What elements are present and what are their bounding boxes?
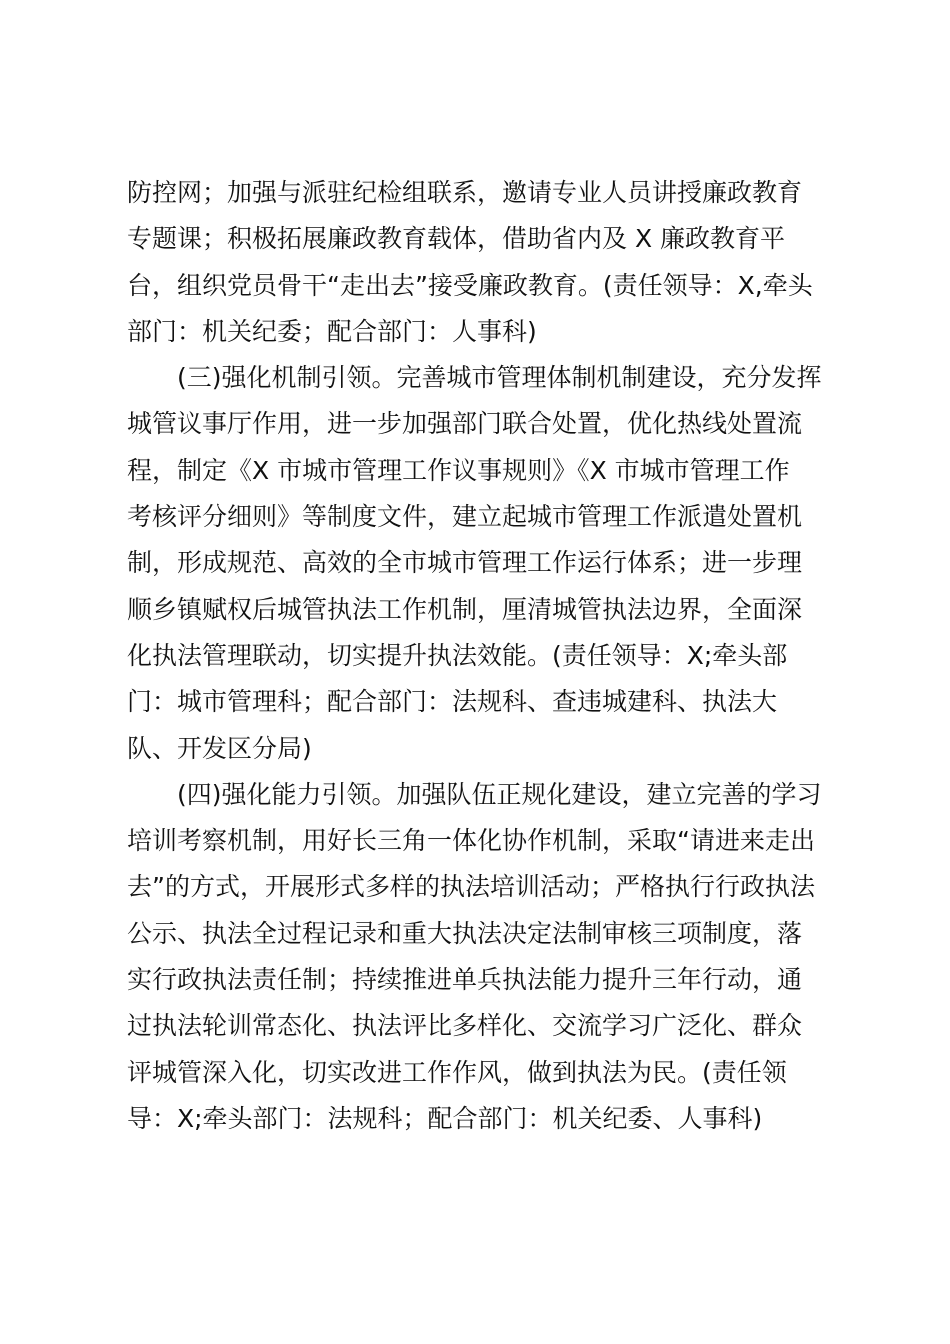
text-line: 导：X;牵头部门：法规科；配合部门：机关纪委、人事科) [127,1103,763,1133]
text-line: 实行政执法责任制；持续推进单兵执法能力提升三年行动，通 [127,965,803,995]
text-line: 城管议事厅作用，进一步加强部门联合处置，优化热线处置流 [127,409,803,439]
text-line: 考核评分细则》等制度文件，建立起城市管理工作派遣处置机 [127,502,803,532]
section-four-heading-line: (四)强化能力引领。加强队伍正规化建设，建立完善的学习 [177,779,822,809]
text-line: 评城管深入化，切实改进工作作风，做到执法为民。(责任领 [127,1057,787,1087]
text-line: 去”的方式，开展形式多样的执法培训活动；严格执行行政执法 [127,872,815,902]
text-line: 队、开发区分局) [127,733,312,763]
text-line: 门：城市管理科；配合部门：法规科、查违城建科、执法大 [127,687,778,717]
text-line: 顺乡镇赋权后城管执法工作机制，厘清城管执法边界，全面深 [127,594,803,624]
text-line: 过执法轮训常态化、执法评比多样化、交流学习广泛化、群众 [127,1011,803,1041]
document-body [127,170,837,1142]
text-line: 防控网；加强与派驻纪检组联系，邀请专业人员讲授廉政教育 [127,178,803,207]
text-line: 培训考察机制，用好长三角一体化协作机制，采取“请进来走出 [127,826,815,856]
text-line: 台，组织党员骨干“走出去”接受廉政教育。(责任领导：X,牵头 [127,270,813,300]
text-line: 公示、执法全过程记录和重大执法决定法制审核三项制度，落 [127,918,803,948]
section-three-heading-line: (三)强化机制引领。完善城市管理体制机制建设，充分发挥 [177,363,822,393]
text-line: 化执法管理联动，切实提升执法效能。(责任领导：X;牵头部 [127,640,788,670]
text-line: 专题课；积极拓展廉政教育载体，借助省内及 X 廉政教育平 [127,224,786,254]
text-line: 程，制定《X 市城市管理工作议事规则》《X 市城市管理工作 [127,455,790,485]
text-line: 部门：机关纪委；配合部门：人事科) [127,316,537,346]
text-line: 制，形成规范、高效的全市城市管理工作运行体系；进一步理 [127,548,803,578]
